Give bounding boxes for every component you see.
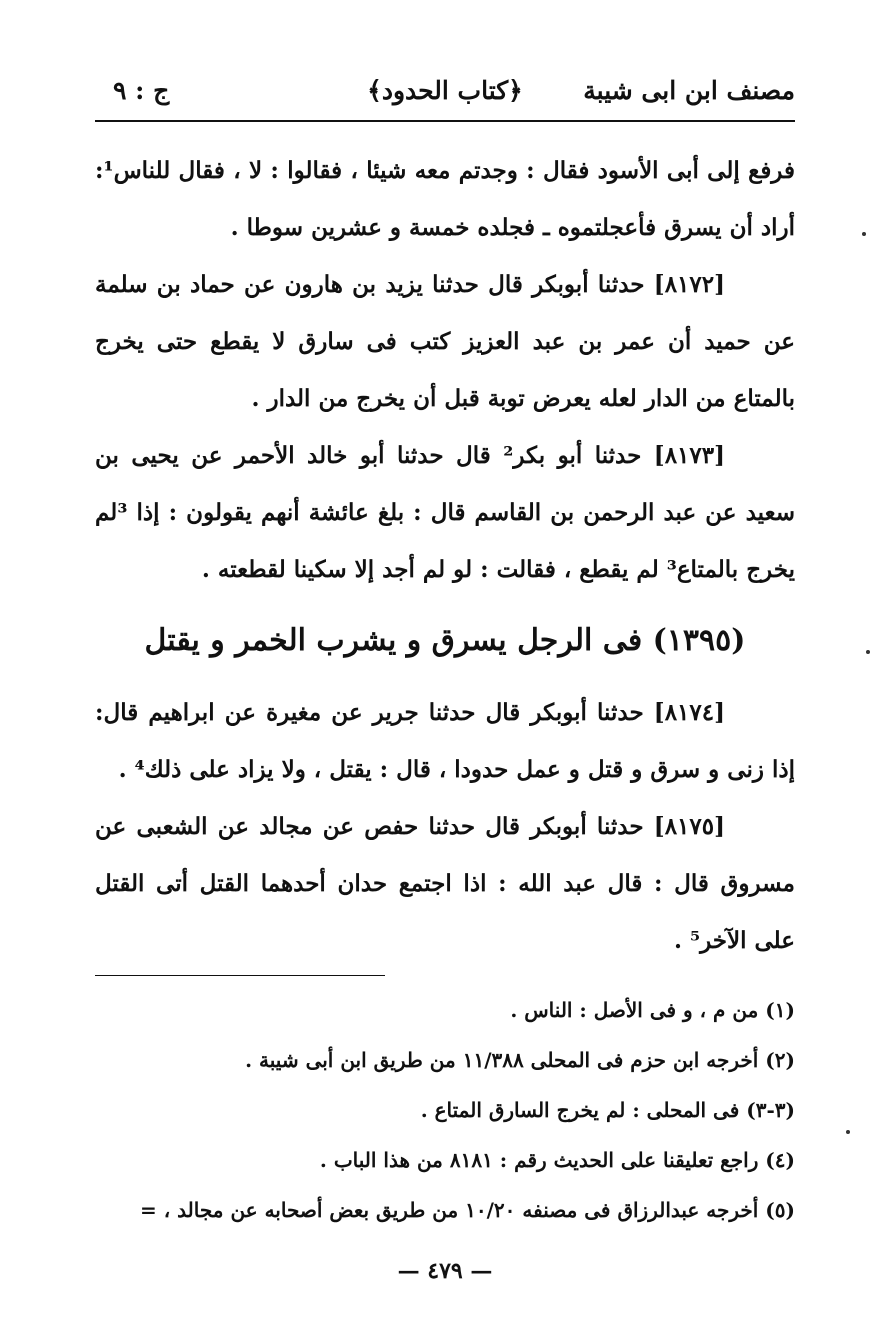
paragraph-continuation: فرفع إلى أبى الأسود فقال : وجدتم معه شيئا ، فقالوا : لا ، فقال للناس¹: أراد أن يسرق فأعجلتموه ـ فجلده خمسة و عشرين سوطا . bbox=[95, 157, 795, 241]
chapter-heading: (١٣٩٥) فى الرجل يسرق و يشرب الخمر و يقتل bbox=[144, 623, 746, 658]
scan-speck bbox=[866, 650, 870, 654]
volume-number: ج : ٩ bbox=[113, 76, 170, 105]
book-page bbox=[95, 60, 795, 1310]
footnotes bbox=[95, 985, 795, 1235]
footnote-rule bbox=[95, 975, 385, 976]
page-number: — ٤٧٩ — bbox=[397, 1258, 493, 1284]
footnote-1: (١) من م ، و فى الأصل : الناس . bbox=[510, 998, 795, 1022]
hadith-8173: [٨١٧٣] حدثنا أبو بكر² قال حدثنا أبو خالد الأحمر عن يحيى بن سعيد عن عبد الرحمن بن القاسم قال : بلغ عائشة أنهم يقولون : إذا ³لم يخرج بالمتاع³ لم يقطع ، فقالت : لو لم أجد إلا سكينا لقطعته . bbox=[95, 442, 795, 583]
hadith-8175: [٨١٧٥] حدثنا أبوبكر قال حدثنا حفص عن مجالد عن الشعبى عن مسروق قال : قال عبد الله : اذا اجتمع حدان أحدهما القتل أتى القتل على الآخر⁵ . bbox=[95, 813, 795, 954]
hadith-8174: [٨١٧٤] حدثنا أبوبكر قال حدثنا جرير عن مغيرة عن ابراهيم قال: إذا زنى و سرق و قتل و عمل حدودا ، قال : يقتل ، ولا يزاد على ذلك⁴ . bbox=[95, 699, 795, 783]
scan-speck bbox=[846, 1130, 850, 1134]
running-header bbox=[95, 72, 795, 120]
section-title: ﴿كتاب الحدود﴾ bbox=[367, 76, 523, 105]
header-rule bbox=[95, 120, 795, 122]
footnote-4: (٤) راجع تعليقنا على الحديث رقم : ٨١٨١ من هذا الباب . bbox=[319, 1148, 795, 1172]
footnote-5: (٥) أخرجه عبدالرزاق فى مصنفه ١٠/٢٠ من طريق بعض أصحابه عن مجالد ، = bbox=[140, 1198, 795, 1222]
footnote-3: (٣-٣) فى المحلى : لم يخرج السارق المتاع . bbox=[420, 1098, 795, 1122]
scan-speck bbox=[862, 232, 866, 236]
main-text bbox=[95, 142, 795, 969]
footnote-2: (٢) أخرجه ابن حزم فى المحلى ١١/٣٨٨ من طريق ابن أبى شيبة . bbox=[245, 1048, 795, 1072]
book-title: مصنف ابن ابى شيبة bbox=[583, 76, 795, 105]
hadith-8172: [٨١٧٢] حدثنا أبوبكر قال حدثنا يزيد بن هارون عن حماد بن سلمة عن حميد أن عمر بن عبد العزيز كتب فى سارق لا يقطع حتى يخرج بالمتاع من الدار لعله يعرض توبة قبل أن يخرج من الدار . bbox=[95, 271, 795, 412]
